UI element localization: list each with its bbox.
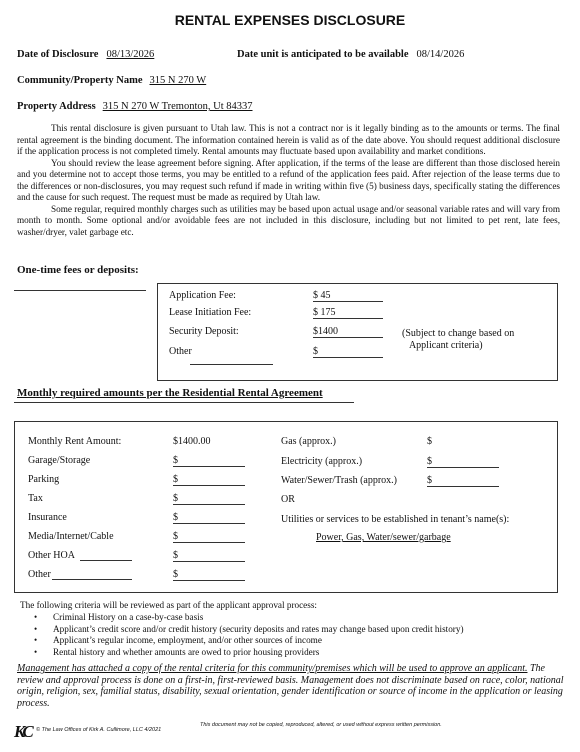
other-fee-field[interactable] [313,346,383,358]
intro-paragraph-3: Some regular, required monthly charges such as utilities may be based upon actual usage and/or seasonal variable rates and will vary from month to month. Some optional and/or avoidable fees are not included in this disclosure, including but not limited to pet rent, late fees, washer/dryer, valet garbage etc. [17,203,560,237]
security-deposit-value: $1400 [313,326,383,338]
utility-item-label: Electricity (approx.) [281,456,363,467]
footer-notice: This document may not be copied, reproduced, altered, or used without express written permission. [200,722,442,728]
or-label: OR [281,494,295,505]
monthly-item-value[interactable]: $ [173,512,245,524]
security-deposit-field[interactable] [313,326,383,338]
bullet-icon: • [34,646,38,657]
intro-text [17,123,560,238]
copyright: © The Law Offices of Kirk A. Cullimore, LLC 4/2021 [36,727,162,733]
application-fee-label: Application Fee: [169,290,236,301]
date-available-label: Date unit is anticipated to be available [237,49,409,60]
one-time-heading: One-time fees or deposits: [17,264,139,276]
utility-item-value[interactable]: $ [427,456,499,468]
utilities-label: Utilities or services to be established in tenant’s name(s): [281,514,510,525]
monthly-item-value[interactable]: $ [173,550,245,562]
monthly-item-value[interactable]: $ [173,455,245,467]
monthly-item-label: Other [28,569,51,580]
intro-paragraph-1: This rental disclosure is given pursuant to Utah law. This is not a contract nor is it legally binding as to the amounts or terms. The final rental agreement is the binding document. The information contained herein is valid as of the date above. You should request additional disclosure if the application process is not completed timely. Rental amounts may fluctuate based upon availability and market conditions. [17,123,560,156]
fees-note: (Subject to change based on Applicant criteria) [402,328,515,351]
monthly-item-value[interactable]: $ [173,493,245,505]
monthly-item-label: Media/Internet/Cable [28,531,114,542]
other-fee-value: $ [313,346,383,358]
other-fee-label: Other [169,346,192,357]
address-label: Property Address [17,101,96,112]
application-fee-value: $ 45 [313,290,383,302]
address-row [17,96,253,114]
monthly-item-label: Monthly Rent Amount: [28,436,122,447]
bullet-icon: • [34,635,38,645]
monthly-item-label: Other HOA [28,550,75,561]
criteria-intro: The following criteria will be reviewed as part of the applicant approval process: [20,600,317,610]
date-of-disclosure-label: Date of Disclosure [17,49,99,60]
utility-item-label: Water/Sewer/Trash (approx.) [281,475,398,486]
utility-item-value[interactable]: $ [427,475,499,487]
criteria-item: Rental history and whether amounts are owed to prior housing providers [53,646,320,657]
monthly-item-value[interactable]: $ [173,531,245,543]
criteria-item: Applicant’s regular income, employment, and/or other sources of income [53,635,322,645]
date-of-disclosure-value[interactable]: 08/13/2026 [106,49,155,60]
divider [14,290,146,291]
management-process-text: The review and approval process is done on a first-in, first-reviewed basis. Management does not discriminate based on race, color, national origin, religion, sex, familial status, disability, sexual orientation, gender identification or source of income in the application or leasing process. [17,663,564,709]
other-name-line[interactable] [80,560,132,561]
monthly-item-label: Tax [28,493,43,504]
other-name-line[interactable] [52,579,132,580]
utility-item-value[interactable]: $ [427,436,432,447]
other-fee-name-line[interactable] [190,364,273,365]
kc-logo: KC [14,722,31,741]
criteria-item: Criminal History on a case-by-case basis [53,612,204,622]
criteria-item: Applicant’s credit score and/or credit history (security deposits and rates may change based upon credit history) [53,623,464,634]
lease-initiation-value: $ 175 [313,307,383,319]
monthly-item-value[interactable]: $1400.00 [173,436,211,447]
monthly-item-value[interactable]: $ [173,474,245,486]
application-fee-field[interactable] [313,290,383,302]
management-statement [17,663,572,709]
intro-paragraph-2: You should review the lease agreement before signing. After application, if the terms of the lease are different than those disclosed herein and you determine not to accept those terms, you may be entitled to a refund of the application fees paid. After rejection of the lease terms due to the differences or non-disclosures, you may request such refund if made in writing within five (5) business days, specifically stating the differences and the cause for such request. The request must be made as required by Utah law. [17,157,560,202]
community-label: Community/Property Name [17,75,143,86]
date-of-disclosure-row [17,44,154,62]
lease-initiation-label: Lease Initiation Fee: [169,307,252,318]
bullet-icon: • [34,623,38,634]
page-title: RENTAL EXPENSES DISCLOSURE [174,12,406,28]
utility-item-label: Gas (approx.) [281,436,336,447]
monthly-heading: Monthly required amounts per the Residential Rental Agreement [17,387,323,399]
utilities-value[interactable]: Power, Gas, Water/sewer/garbage [316,532,451,543]
community-value[interactable]: 315 N 270 W [149,75,207,86]
monthly-item-label: Insurance [28,512,67,523]
date-available-value[interactable]: 08/14/2026 [416,49,465,60]
monthly-item-label: Parking [28,474,60,485]
management-criteria-notice: Management has attached a copy of the rental criteria for this community/premises which will be used to approve an applicant. [17,663,528,674]
monthly-item-value[interactable]: $ [173,569,245,581]
security-deposit-label: Security Deposit: [169,326,239,337]
bullet-icon: • [34,612,38,622]
address-value[interactable]: 315 N 270 W Tremonton, Ut 84337 [102,101,253,112]
date-available-row [237,44,464,62]
monthly-heading-rule [14,402,354,403]
community-row [17,70,206,88]
lease-initiation-field[interactable] [313,307,383,319]
monthly-item-label: Garage/Storage [28,455,91,466]
